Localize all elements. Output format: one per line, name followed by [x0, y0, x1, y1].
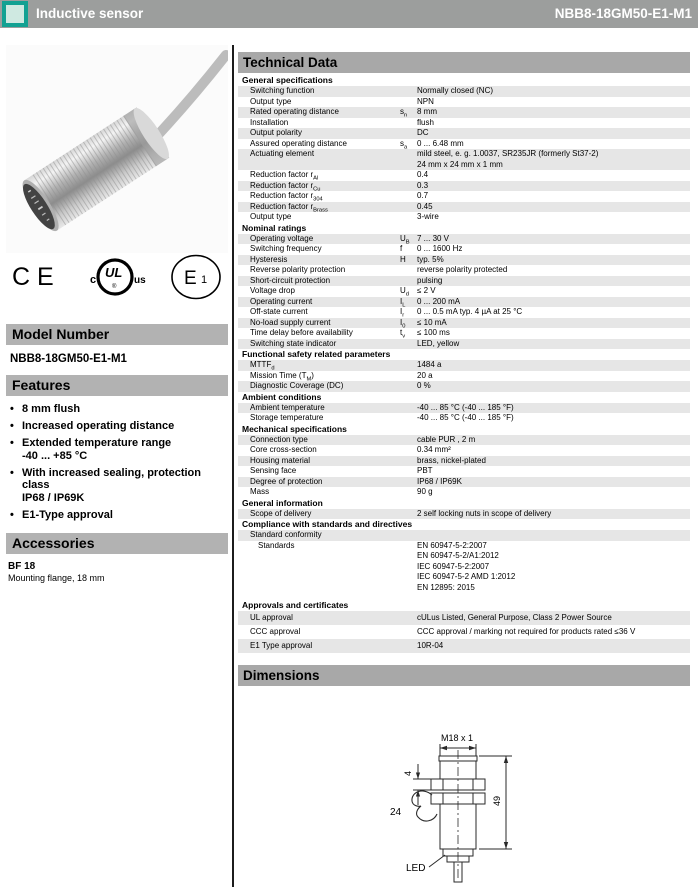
accessory-description: Mounting flange, 18 mm [8, 573, 105, 583]
spec-value: 8 mm [417, 107, 437, 116]
spec-row [238, 328, 690, 339]
spec-row [238, 509, 690, 520]
spec-row [238, 276, 690, 287]
spec-row [238, 139, 690, 150]
spec-label: Hysteresis [250, 254, 288, 264]
spec-row [238, 445, 690, 456]
accessories-heading: Accessories [6, 533, 228, 554]
spec-section-header: General information [242, 497, 323, 508]
cULus-mark-icon [84, 253, 146, 301]
spec-row [238, 403, 690, 414]
spec-row [238, 371, 690, 382]
svg-text:®: ® [112, 284, 117, 290]
spec-value: pulsing [417, 275, 443, 285]
spec-value: 0.45 [417, 201, 433, 211]
spec-label: Actuating element [250, 149, 315, 158]
spec-row [238, 456, 690, 467]
spec-value: PBT [417, 466, 433, 475]
feature-item [10, 403, 228, 416]
spec-value: LED, yellow [417, 338, 460, 348]
spec-symbol: $U_B$ [400, 233, 410, 246]
spec-value: 90 g [417, 487, 433, 496]
svg-text:1: 1 [200, 274, 208, 286]
spec-section-header: Ambient conditions [242, 391, 322, 402]
spec-value: 0 ... 1600 Hz [417, 244, 463, 253]
spec-label: No-load supply current [250, 317, 331, 327]
spec-value: 0.4 [417, 170, 429, 179]
spec-row [238, 466, 690, 477]
spec-value: brass, nickel-plated [417, 455, 486, 465]
spec-symbol: f [400, 244, 403, 253]
spec-row [238, 191, 690, 202]
spec-value: 20 a [417, 370, 433, 380]
feature-item [10, 467, 228, 505]
dim-wrench-label: 24 [390, 807, 402, 818]
ce-mark-icon: CE [12, 263, 61, 291]
spec-value: Normally closed (NC) [417, 86, 494, 95]
spec-label: E1 Type approval [250, 640, 313, 650]
spec-value: reverse polarity protected [417, 265, 508, 274]
spec-label: $MTTF_d$ [250, 360, 275, 372]
spec-row [238, 611, 690, 625]
spec-label: Reduction factor $r_{Cu}$ [250, 180, 321, 193]
spec-value: 0.3 [417, 180, 429, 190]
spec-section-header: Compliance with standards and directives [242, 519, 413, 529]
spec-value: 3-wire [417, 212, 439, 221]
spec-row [238, 212, 690, 223]
spec-value: IP68 / IP69K [417, 476, 462, 486]
spec-row [238, 413, 690, 424]
spec-section-header: Mechanical specifications [242, 423, 347, 434]
spec-label: Switching frequency [250, 244, 322, 253]
spec-symbol: $I_0$ [400, 317, 406, 330]
feature-item [10, 437, 228, 462]
spec-label: Housing material [250, 455, 311, 465]
spec-label: Ambient temperature [250, 402, 325, 412]
spec-label: Reduction factor $r_{Brass}$ [250, 201, 328, 214]
spec-label: Switching state indicator [250, 338, 337, 348]
feature-item [10, 420, 228, 433]
page-title: Inductive sensor [36, 6, 144, 21]
certification-marks [6, 253, 228, 301]
brand-logo-icon [2, 1, 28, 27]
spec-row [238, 318, 690, 329]
bullet-icon: • [10, 403, 14, 415]
spec-value: flush [417, 117, 434, 127]
spec-row [238, 265, 690, 276]
spec-label: Mission Time $(T_M)$ [250, 370, 314, 383]
technical-data-heading: Technical Data [238, 52, 690, 73]
svg-text:UL: UL [105, 265, 123, 280]
right-column [238, 52, 690, 884]
spec-value: -40 ... 85 °C (-40 ... 185 °F) [417, 413, 514, 422]
spec-label: Rated operating distance [250, 107, 339, 116]
spec-label: Voltage drop [250, 286, 295, 295]
features-heading: Features [6, 375, 228, 396]
spec-row [238, 128, 690, 139]
left-column [6, 45, 228, 583]
spec-value: cable PUR , 2 m [417, 434, 476, 444]
spec-label: CCC approval [250, 626, 301, 636]
header-model-number: NBB8-18GM50-E1-M1 [554, 6, 692, 21]
spec-row [238, 435, 690, 446]
spec-value: ≤ 10 mA [417, 317, 447, 327]
bullet-icon: • [10, 437, 14, 449]
spec-row [238, 234, 690, 245]
spec-row [238, 625, 690, 639]
accessories-list [6, 561, 228, 583]
wrench-icon [412, 791, 437, 821]
spec-row [238, 86, 690, 97]
spec-symbol: $I_L$ [400, 296, 406, 309]
feature-item [10, 509, 228, 522]
spec-symbol: $t_v$ [400, 328, 406, 340]
spec-symbol: $s_a$ [400, 138, 408, 151]
spec-label: Scope of delivery [250, 508, 312, 518]
spec-label: Installation [250, 117, 289, 127]
spec-label: Off-state current [250, 307, 308, 316]
spec-row [238, 118, 690, 129]
feature-text: With increased sealing, protection class IP68 / IP69K [22, 466, 201, 504]
spec-row [238, 530, 690, 541]
spec-row [238, 255, 690, 266]
feature-text: Increased operating distance [22, 420, 175, 432]
spec-row [238, 181, 690, 192]
spec-row [238, 202, 690, 213]
spec-value: ≤ 2 V [417, 286, 436, 295]
model-number-heading: Model Number [6, 324, 228, 345]
spec-label: Reduction factor $r_{304}$ [250, 191, 323, 203]
spec-label: Core cross-section [250, 445, 317, 454]
spec-value: 0 ... 200 mA [417, 296, 461, 306]
spec-value: 0 % [417, 381, 431, 390]
spec-row [238, 97, 690, 108]
spec-value: CCC approval / marking not required for products rated ≤36 V [417, 626, 636, 636]
e1-mark-icon [170, 254, 222, 300]
spec-symbol: $s_n$ [400, 107, 408, 119]
spec-label: Switching function [250, 86, 315, 95]
header-bar [0, 0, 698, 28]
bullet-icon: • [10, 508, 14, 521]
spec-label: UL approval [250, 612, 293, 622]
spec-symbol: $I_r$ [400, 307, 405, 319]
spec-row [238, 297, 690, 308]
spec-row [238, 639, 690, 653]
svg-text:c: c [90, 274, 97, 286]
spec-value: DC [417, 128, 429, 137]
spec-label: Connection type [250, 434, 308, 444]
spec-label: Output polarity [250, 128, 303, 137]
feature-text: 8 mm flush [22, 403, 81, 415]
spec-value: 0 ... 0.5 mA typ. 4 µA at 25 °C [417, 307, 523, 316]
model-number-value: NBB8-18GM50-E1-M1 [10, 353, 127, 365]
bullet-icon: • [10, 420, 14, 432]
spec-row [238, 286, 690, 297]
spec-value: mild steel, e. g. 1.0037, SR235JR (formerly St37-2) 24 mm x 24 mm x 1 mm [417, 149, 599, 169]
spec-value: typ. 5% [417, 254, 444, 264]
spec-label: Output type [250, 212, 292, 221]
dim-nut-label: 4 [403, 770, 413, 776]
spec-label: Standard conformity [250, 530, 322, 539]
spec-row [238, 149, 690, 170]
spec-row [238, 541, 690, 594]
spec-row [238, 381, 690, 392]
spec-value: cULus Listed, General Purpose, Class 2 Power Source [417, 612, 612, 622]
spec-row [238, 360, 690, 371]
spec-label: Time delay before availability [250, 328, 353, 337]
spec-value: ≤ 100 ms [417, 328, 450, 337]
feature-text: E1-Type approval [22, 508, 113, 521]
product-photo [6, 45, 228, 253]
spec-section-header: Approvals and certificates [242, 600, 349, 610]
spec-row [238, 244, 690, 255]
spec-label: Operating current [250, 296, 313, 306]
spec-value: NPN [417, 96, 434, 106]
spec-value: 0.34 mm² [417, 445, 451, 454]
spec-label: Reverse polarity protection [250, 265, 346, 274]
spec-label: Sensing face [250, 466, 297, 475]
spec-label: Reduction factor $r_{Al}$ [250, 170, 319, 182]
spec-label: Diagnostic Coverage (DC) [250, 381, 344, 390]
spec-label: Short-circuit protection [250, 275, 331, 285]
accessory-name: BF 18 [8, 561, 36, 572]
svg-text:E: E [183, 268, 197, 289]
spec-section-header: Functional safety related parameters [242, 349, 391, 359]
spec-row [238, 487, 690, 498]
spec-row [238, 477, 690, 488]
spec-label: Operating voltage [250, 233, 314, 243]
spec-row [238, 170, 690, 181]
features-list [10, 403, 228, 521]
feature-text: Extended temperature range -40 ... +85 °C [22, 437, 172, 462]
led-label: LED [406, 863, 426, 874]
spec-label: Assured operating distance [250, 138, 347, 148]
spec-symbol: $U_d$ [400, 286, 409, 298]
svg-text:us: us [134, 275, 147, 286]
spec-symbol: H [400, 254, 406, 264]
spec-label: Storage temperature [250, 413, 324, 422]
spec-row [238, 107, 690, 118]
dimensions-heading: Dimensions [238, 665, 690, 686]
spec-label: Output type [250, 96, 292, 106]
dimension-drawing [238, 688, 690, 884]
spec-value: -40 ... 85 °C (-40 ... 185 °F) [417, 402, 514, 412]
spec-label: Mass [250, 487, 270, 496]
dim-thread-label: M18 x 1 [441, 733, 474, 743]
spec-row [238, 307, 690, 318]
spec-section-header: Nominal ratings [242, 222, 307, 233]
spec-value: 0.7 [417, 191, 429, 200]
spec-value: 7 ... 30 V [417, 233, 450, 243]
spec-value: 0 ... 6.48 mm [417, 138, 464, 148]
spec-label: Degree of protection [250, 476, 323, 486]
bullet-icon: • [10, 466, 14, 479]
column-divider [232, 45, 234, 887]
spec-label: Standards [258, 540, 295, 550]
spec-section-header: General specifications [242, 75, 333, 85]
spec-value: EN 60947-5-2:2007 EN 60947-5-2/A1:2012 IEC 60947-5-2:2007 IEC 60947-5-2 AMD 1:2012 EN 12895: 2015 [417, 540, 516, 592]
spec-row [238, 339, 690, 350]
tech-table [238, 75, 690, 653]
dim-length-label: 49 [492, 795, 502, 806]
spec-value: 10R-04 [417, 640, 444, 650]
dimensions-section [238, 665, 690, 884]
spec-value: 2 self locking nuts in scope of delivery [417, 508, 552, 518]
spec-value: 1484 a [417, 360, 442, 369]
